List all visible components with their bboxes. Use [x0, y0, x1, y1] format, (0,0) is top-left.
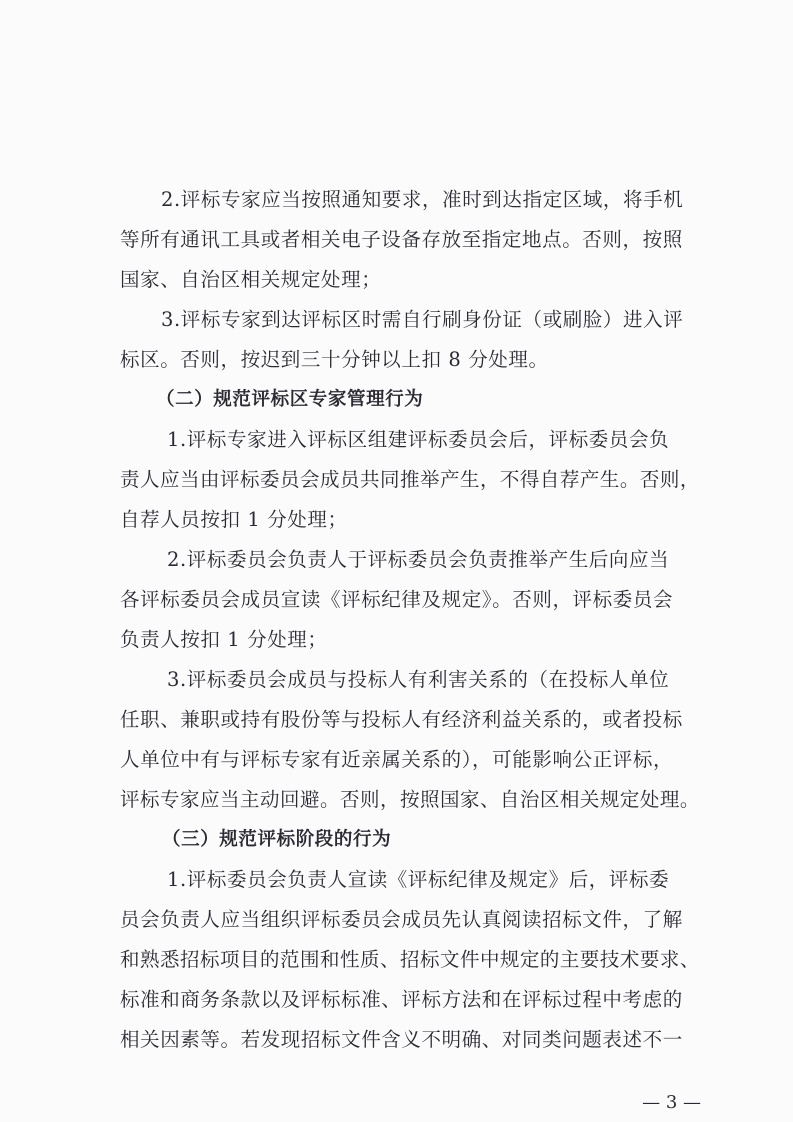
text-line: 评标专家应当主动回避。否则，按照国家、自治区相关规定处理。 [120, 788, 700, 811]
text-line: 相关因素等。若发现招标文件含义不明确、对同类问题表述不一 [120, 1028, 683, 1051]
text-line: 3.评标专家到达评标区时需自行刷身份证（或刷脸）进入评 [161, 308, 684, 331]
text-line: 员会负责人应当组织评标委员会成员先认真阅读招标文件，了解 [120, 908, 683, 931]
text-line: 自荐人员按扣 1 分处理； [120, 508, 348, 531]
text-line: 任职、兼职或持有股份等与投标人有经济利益关系的，或者投标 [120, 708, 683, 731]
text-line: 等所有通讯工具或者相关电子设备存放至指定地点。否则，按照 [120, 228, 683, 251]
section-heading: （三）规范评标阶段的行为 [162, 829, 392, 850]
text-line: 2.评标专家应当按照通知要求，准时到达指定区域，将手机 [161, 188, 684, 211]
text-line: 2.评标委员会负责人于评标委员会负责推举产生后向应当 [167, 548, 670, 571]
text-line: 和熟悉招标项目的范围和性质、招标文件中规定的主要技术要求、 [120, 948, 700, 971]
text-line: 标区。否则，按迟到三十分钟以上扣 8 分处理。 [120, 348, 549, 371]
text-line: 人单位中有与评标专家有近亲属关系的），可能影响公正评标， [120, 748, 674, 771]
text-line: 负责人按扣 1 分处理； [120, 628, 328, 651]
text-line: 各评标委员会成员宣读《评标纪律及规定》。否则，评标委员会 [120, 588, 674, 611]
text-line: 3.评标委员会成员与投标人有利害关系的（在投标人单位 [167, 668, 670, 691]
text-line: 1.评标委员会负责人宣读《评标纪律及规定》后，评标委 [167, 868, 670, 891]
text-line: 国家、自治区相关规定处理； [120, 268, 382, 291]
page-number: — 3 — [642, 1092, 701, 1113]
section-heading: （二）规范评标区专家管理行为 [156, 389, 424, 410]
text-line: 标准和商务条款以及评标标准、评标方法和在评标过程中考虑的 [120, 988, 683, 1011]
text-line: 责人应当由评标委员会成员共同推举产生，不得自荐产生。否则， [120, 468, 700, 491]
text-line: 1.评标专家进入评标区组建评标委员会后，评标委员会负 [167, 428, 670, 451]
